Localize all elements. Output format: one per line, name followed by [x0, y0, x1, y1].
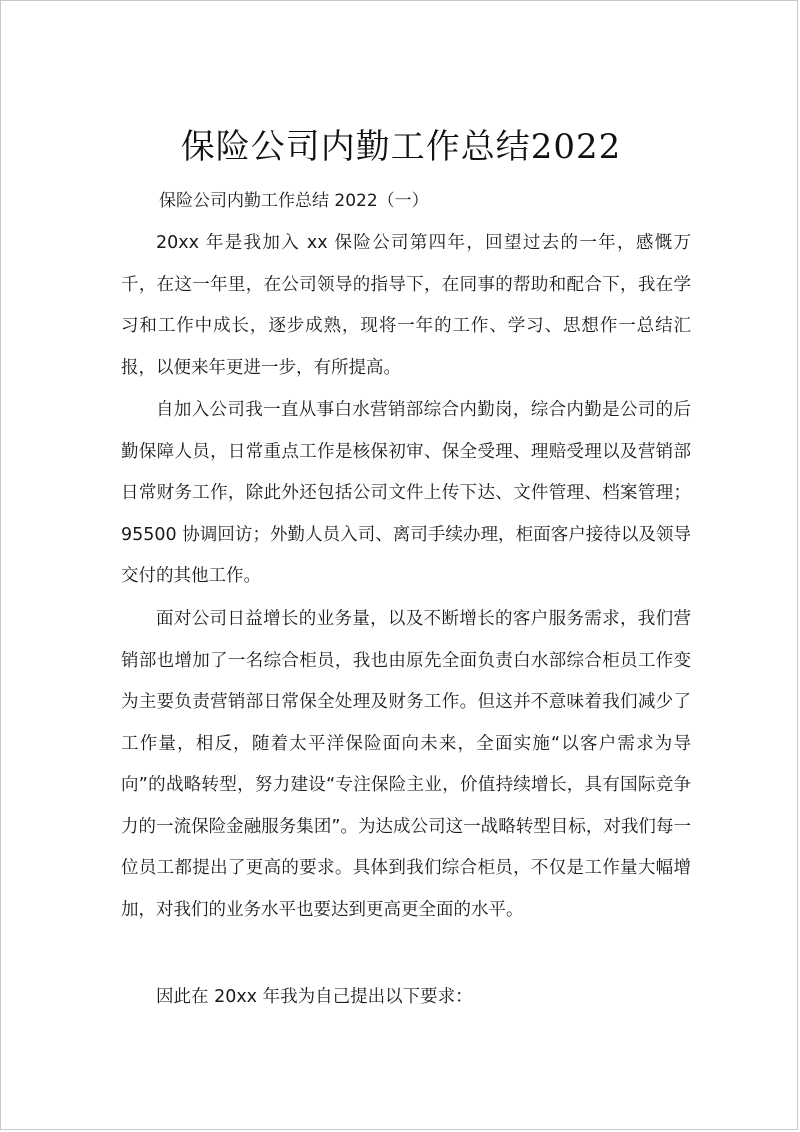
paragraph: 因此在 20xx 年我为自己提出以下要求： — [156, 987, 473, 1007]
document-title: 保险公司内勤工作总结2022 — [180, 127, 622, 167]
paragraph: 自加入公司我一直从事白水营销部综合内勤岗，综合内勤是公司的后勤保障人员，日常重点工作是核保初审、保全受理、理赔受理以及营销部日常财务工作，除此外还包括公司文件上传下达、文件管理、档案管理；95500 协调回访；外勤人员入司、离司手续办理，柜面客户接待以及领导交付的其他工作。 — [121, 400, 691, 586]
section-title: 保险公司内勤工作总结 2022（一） — [159, 191, 429, 211]
paragraph: 20xx 年是我加入 xx 保险公司第四年，回望过去的一年，感慨万千，在这一年里，在公司领导的指导下，在同事的帮助和配合下，我在学习和工作中成长，逐步成熟，现将一年的工作、学习、思想作一总结汇报，以便来年更进一步，有所提高。 — [121, 233, 691, 378]
paragraph: 面对公司日益增长的业务量，以及不断增长的客户服务需求，我们营销部也增加了一名综合柜员，我也由原先全面负责白水部综合柜员工作变为主要负责营销部日常保全处理及财务工作。但这并不意味着我们减少了工作量，相反，随着太平洋保险面向未来，全面实施“以客户需求为导向”的战略转型，努力建设“专注保险主业，价值持续增长，具有国际竞争力的一流保险金融服务集团”。为达成公司这一战略转型目标，对我们每一位员工都提出了更高的要求。具体到我们综合柜员，不仅是工作量大幅增加，对我们的业务水平也要达到更高更全面的水平。 — [121, 609, 691, 920]
